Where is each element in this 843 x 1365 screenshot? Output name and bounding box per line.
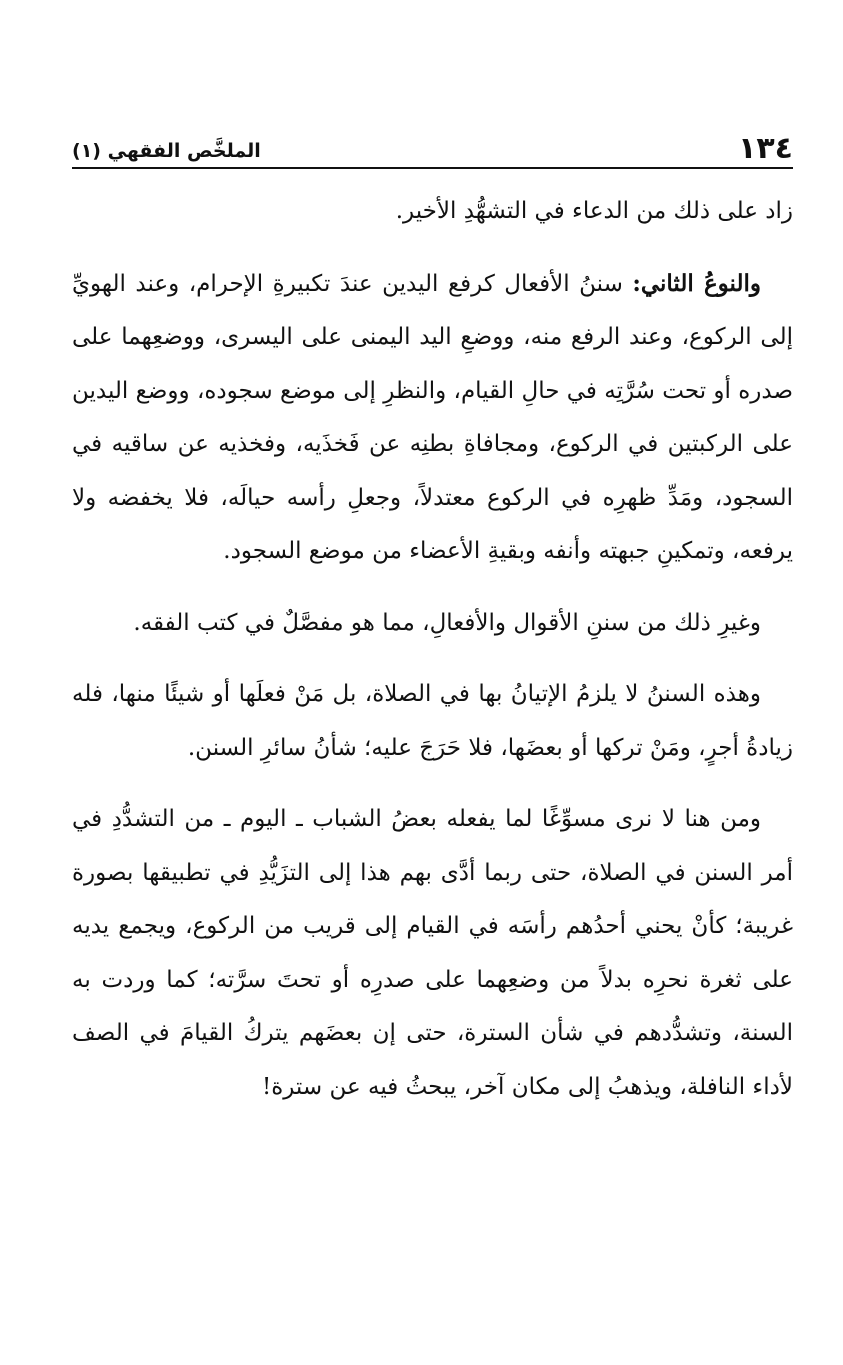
paragraph-3-text: وغيرِ ذلك من سننِ الأقوال والأفعالِ، مما هو مفصَّلٌ في كتب الفقه. <box>133 609 761 636</box>
paragraph-5-text: ومن هنا لا نرى مسوِّغًا لما يفعله بعضُ الشباب ـ اليوم ـ من التشدُّدِ في أمر السنن في الصلاة، حتى ربما أدَّى بهم هذا إلى التزَيُّدِ في تطبيقها بصورة غريبة؛ كأنْ يحني أحدُهم رأسَه في القيام إلى قريب من الركوع، ويجمع يديه على ثغرة نحرِه بدلاً من وضعِهما على صدرِه أو تحتَ سرَّته؛ كما وردت به السنة، وتشدُّدهم في شأن السترة، حتى إن بعضَهم يتركُ القيامَ في الصف لأداء النافلة، ويذهبُ إلى مكان آخر، يبحثُ فيه عن سترة! <box>72 806 793 1100</box>
paragraph-2-text: سننُ الأفعال كرفع اليدين عندَ تكبيرةِ الإحرام، وعند الهويِّ إلى الركوع، وعند الرفع منه، ووضعِ اليد اليمنى على اليسرى، ووضعِهما على صدره أو تحت سُرَّتِه في حالِ القيام، والنظرِ إلى موضع سجوده، ووضع اليدين على الركبتين في الركوع، ومجافاةِ بطنِه عن فَخذَيه، وفخذيه عن ساقيه في السجود، ومَدِّ ظهرِه في الركوع معتدلاً، وجعلِ رأسه حيالَه، فلا يخفضه ولا يرفعه، وتمكينِ جبهته وأنفه وبقيةِ الأعضاء من موضع السجود. <box>72 270 793 564</box>
header-rule <box>72 167 793 169</box>
paragraph-2-lead: والنوعُ الثاني: <box>632 269 761 297</box>
body-text <box>72 185 793 1132</box>
page-number: ١٣٤ <box>738 131 793 166</box>
paragraph-3 <box>72 597 793 651</box>
paragraph-1 <box>72 185 793 239</box>
paragraph-5 <box>72 793 793 1114</box>
paragraph-1-text: زاد على ذلك من الدعاء في التشهُّدِ الأخير. <box>395 198 793 224</box>
paragraph-4-text: وهذه السننُ لا يلزمُ الإتيانُ بها في الصلاة، بل مَنْ فعلَها أو شيئًا منها، فله زيادةُ أجرٍ، ومَنْ تركها أو بعضَها، فلا حَرَجَ عليه؛ شأنُ سائرِ السنن. <box>72 681 793 761</box>
book-title: الملخَّص الفقهي (١) <box>72 140 261 162</box>
paragraph-4 <box>72 668 793 775</box>
running-header <box>72 126 793 166</box>
paragraph-2 <box>72 257 793 579</box>
